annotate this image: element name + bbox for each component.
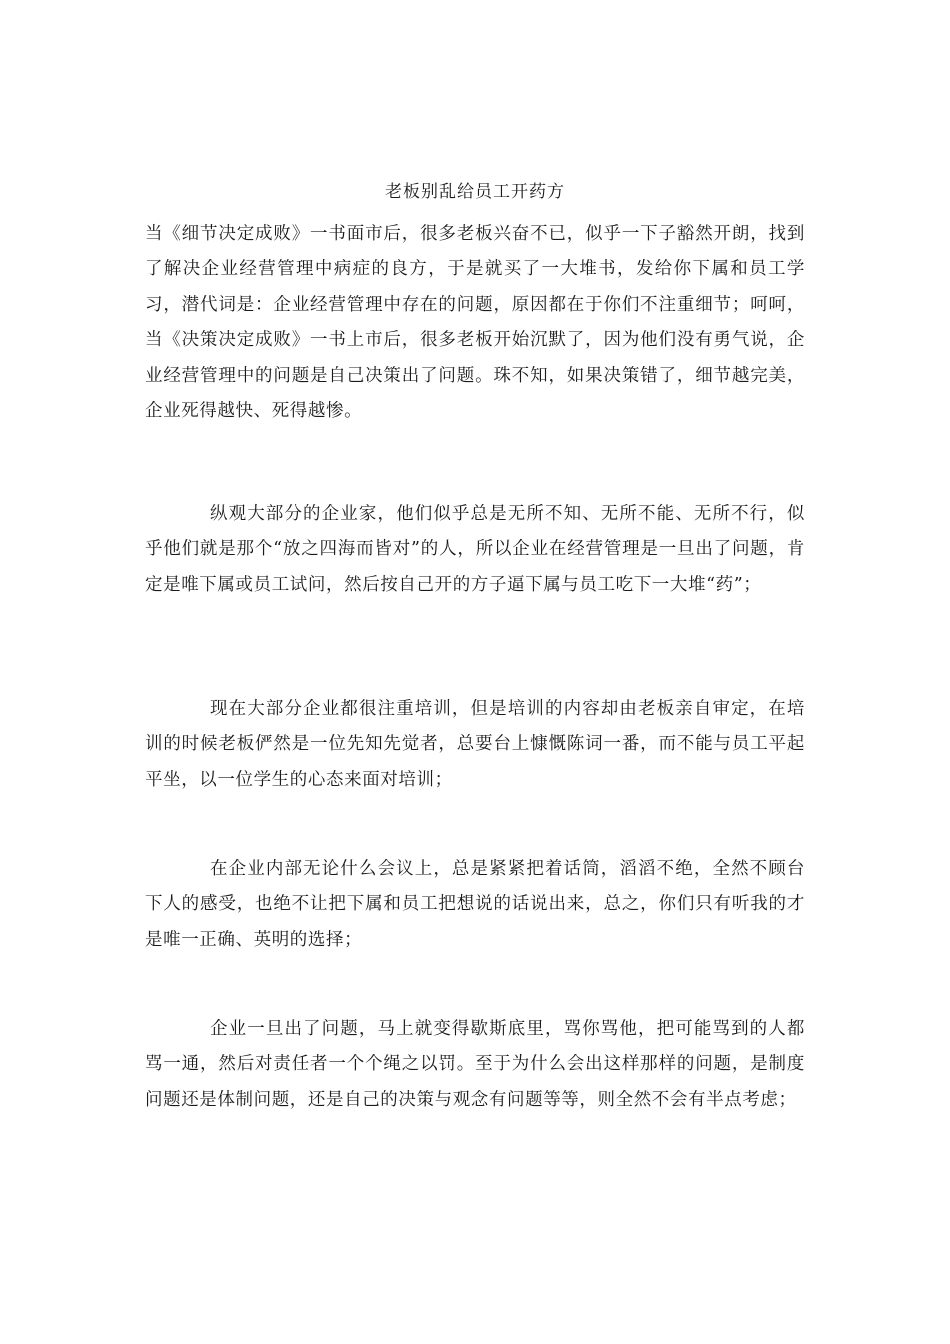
document-title: 老板别乱给员工开药方 — [385, 182, 565, 202]
paragraph-5: 企业一旦出了问题，马上就变得歇斯底里，骂你骂他，把可能骂到的人都骂一通，然后对责任者一个个绳之以罚。至于为什么会出这样那样的问题，是制度问题还是体制问题，还是自己的决策与观念有问题等等，则全然不会有半点考虑； — [145, 1019, 805, 1110]
paragraph-3: 现在大部分企业都很注重培训，但是培训的内容却由老板亲自审定，在培训的时候老板俨然是一位先知先觉者，总要台上慷慨陈词一番，而不能与员工平起平坐，以一位学生的心态来面对培训； — [145, 699, 805, 790]
paragraph-2: 纵观大部分的企业家，他们似乎总是无所不知、无所不能、无所不行，似乎他们就是那个“放之四海而皆对”的人，所以企业在经营管理是一旦出了问题，肯定是唯下属或员工试问，然后按自己开的方子逼下属与员工吃下一大堆“药”； — [145, 504, 805, 595]
paragraph-1: 当《细节决定成败》一书面市后，很多老板兴奋不已，似乎一下子豁然开朗，找到了解决企业经营管理中病症的良方，于是就买了一大堆书，发给你下属和员工学习，潜代词是：企业经营管理中存在的问题，原因都在于你们不注重细节；呵呵，当《决策决定成败》一书上市后，很多老板开始沉默了，因为他们没有勇气说，企业经营管理中的问题是自己决策出了问题。珠不知，如果决策错了，细节越完美，企业死得越快、死得越惨。 — [145, 224, 805, 422]
paragraph-4: 在企业内部无论什么会议上，总是紧紧把着话筒，滔滔不绝，全然不顾台下人的感受，也绝不让把下属和员工把想说的话说出来，总之，你们只有听我的才是唯一正确、英明的选择； — [145, 859, 805, 950]
